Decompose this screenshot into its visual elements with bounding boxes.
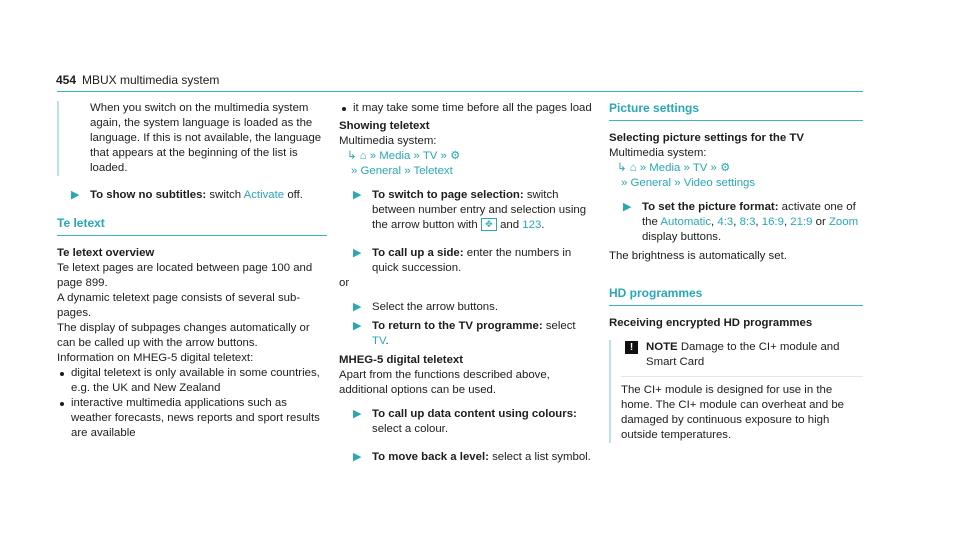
showing-teletext-title: Showing teletext [339, 120, 430, 132]
column-3 [609, 101, 863, 443]
header-rule [57, 91, 863, 92]
gear-icon: ⚙ [450, 150, 461, 162]
action-page-selection: ▶ To switch to page selection: switch between number entry and selection using the arrow button with ✥ and 123. [353, 189, 587, 231]
info-note [57, 101, 327, 176]
activate-link[interactable]: Activate [243, 189, 285, 201]
action-move-back: ▶ To move back a level: select a list symbol. [353, 451, 591, 463]
hd-title: Receiving encrypted HD programmes [609, 317, 813, 329]
path-general[interactable]: General [630, 177, 672, 189]
menu-path [609, 161, 863, 191]
chevron-icon: » [710, 162, 717, 174]
warning-icon: ! [625, 341, 638, 354]
path-tv[interactable]: TV [692, 162, 708, 174]
action-arrow-icon: ▶ [353, 301, 362, 313]
column-1 [57, 101, 327, 441]
chevron-icon: » [413, 150, 420, 162]
action-select-arrow: ▶ Select the arrow buttons. [353, 301, 498, 313]
action-arrow-icon: ▶ [353, 247, 362, 259]
path-video-settings[interactable]: Video settings [683, 177, 756, 189]
column-2 [339, 101, 595, 469]
home-icon: ⌂ [629, 162, 637, 174]
action-return-tv: ▶ To return to the TV programme: select TV. [353, 320, 576, 347]
teletext-overview-p3: The display of subpages changes automatically or can be called up with the arrow buttons. [57, 322, 310, 349]
page-title: MBUX multimedia sy​stem [82, 73, 220, 87]
format-21-9[interactable]: 21:9 [790, 216, 813, 228]
action-arrow-icon: ▶ [623, 201, 632, 213]
chevron-icon: » [683, 162, 690, 174]
return-arrow-icon: ↳ [347, 150, 357, 162]
return-arrow-icon: ↳ [617, 162, 627, 174]
menu-path [339, 149, 595, 179]
or-text: or [339, 277, 350, 289]
chevron-icon: » [674, 177, 681, 189]
action-call-up-side: ▶ To call up a side: enter the numbers in quick succession. [353, 247, 572, 274]
note-title: Damage to the CI+ module and Smart Card [646, 341, 840, 368]
action-show-no-subtitles: ▶ To show no subtitles: switch Activate off. [71, 189, 303, 201]
chevron-icon: » [351, 165, 358, 177]
note-text: The CI+ module is designed for use in the home. The CI+ module can overheat and be damaged by continuous exposure to high outside temperatures. [621, 384, 845, 441]
section-heading-hd-programmes: HD programmes [609, 286, 863, 306]
info-note-text: When you switch on the multimedia system again, the system language is loaded as the language. If this is not available, the language that appears at the beginning of the list is loaded. [90, 102, 322, 174]
arrow-button-icon: ✥ [481, 218, 497, 231]
multimedia-system-label: Multimedia system: [339, 135, 437, 147]
mheg-text: Apart from the functions described above, additional options can be used. [339, 369, 550, 396]
mheg-title: MHEG-5 digital teletext [339, 354, 464, 366]
list-item: interactive multimedia applications such as weather forecasts, news reports and sport results are available [57, 396, 327, 441]
note-label: NOTE [646, 341, 678, 353]
path-tv[interactable]: TV [422, 150, 438, 162]
format-4-3[interactable]: 4:3 [717, 216, 734, 228]
action-arrow-icon: ▶ [353, 189, 362, 201]
chevron-icon: » [404, 165, 411, 177]
action-colours: ▶ To call up data content using colours: select a colour. [353, 408, 577, 435]
brightness-text: The brightness is automatically set. [609, 250, 787, 262]
format-zoom[interactable]: Zoom [828, 216, 859, 228]
gear-icon: ⚙ [720, 162, 731, 174]
format-8-3[interactable]: 8:3 [739, 216, 756, 228]
chevron-icon: » [621, 177, 628, 189]
chevron-icon: » [440, 150, 447, 162]
teletext-overview-p1: Te letext pages are located between page 100 and page 899. [57, 262, 313, 289]
action-arrow-icon: ▶ [353, 320, 362, 332]
home-icon: ⌂ [359, 150, 367, 162]
format-automatic[interactable]: Automatic [660, 216, 712, 228]
chevron-icon: » [369, 150, 377, 162]
path-teletext[interactable]: Teletext [413, 165, 453, 177]
path-media[interactable]: Media [649, 162, 681, 174]
path-general[interactable]: General [360, 165, 402, 177]
teletext-overview-p2: A dynamic teletext page consists of several sub-pages. [57, 292, 301, 319]
picture-settings-title: Selecting picture settings for the TV [609, 132, 804, 144]
teletext-overview-p4: Information on MHEG-5 digital teletext: [57, 352, 254, 364]
list-item: digital teletext is only available in some countries, e.g. the UK and New Zealand [57, 366, 327, 396]
section-heading-teletext: Te letext [57, 216, 327, 236]
multimedia-system-label: Multimedia system: [609, 147, 707, 159]
action-picture-format: ▶ To set the picture format: activate one of the Automatic, 4:3, 8:3, 16:9, 21:9 or Zoom display buttons. [623, 201, 859, 243]
action-arrow-icon: ▶ [353, 451, 362, 463]
page-number: 454 [56, 73, 77, 87]
chevron-icon: » [639, 162, 647, 174]
warning-note [609, 340, 863, 443]
path-media[interactable]: Media [379, 150, 411, 162]
teletext-overview-title: Te letext overview [57, 247, 155, 259]
section-heading-picture-settings: Picture settings [609, 101, 863, 121]
action-arrow-icon: ▶ [71, 189, 80, 201]
list-item: it may take some time before all the pages load [339, 101, 595, 116]
tv-link[interactable]: TV [372, 335, 386, 347]
format-16-9[interactable]: 16:9 [761, 216, 784, 228]
warning-note-header [621, 340, 863, 377]
action-arrow-icon: ▶ [353, 408, 362, 420]
link-123[interactable]: 123 [522, 219, 542, 231]
